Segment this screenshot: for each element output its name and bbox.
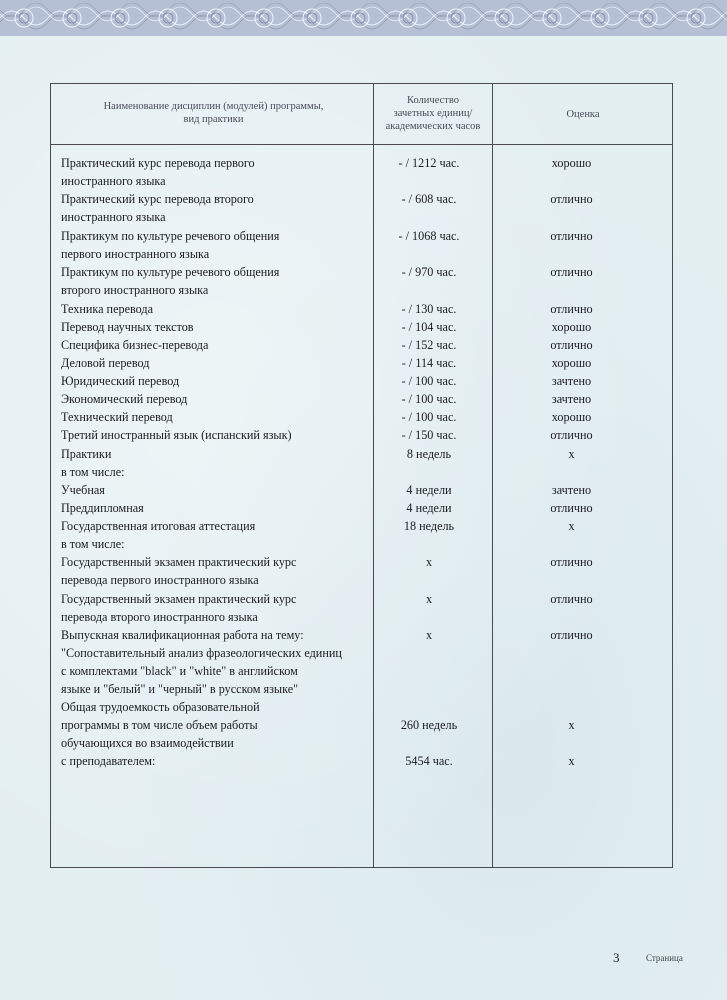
discipline-hours: 18 недель — [403, 519, 455, 533]
discipline-grade: x — [568, 519, 575, 533]
discipline-hours: - / 970 час. — [401, 265, 457, 279]
discipline-name: Специфика бизнес-перевода — [61, 338, 209, 352]
discipline-grade: отлично — [550, 592, 593, 606]
discipline-name: Практики в том числе: — [61, 447, 125, 479]
header-discipline-name: Наименование дисциплин (модулей) программы, вид практики — [103, 101, 324, 125]
guilloche-ornament-band — [0, 0, 727, 36]
discipline-name: Практикум по культуре речевого общения первого иностранного языка — [61, 229, 280, 261]
discipline-grade: хорошо — [551, 156, 592, 170]
discipline-name: обучающихся во взаимодействии — [61, 736, 234, 750]
discipline-grade: отлично — [550, 229, 593, 243]
discipline-name: Общая трудоемкость образовательной программы в том числе объем работы — [61, 700, 260, 732]
grades-table — [50, 83, 673, 868]
discipline-name: Техника перевода — [61, 302, 154, 316]
discipline-grade: хорошо — [551, 356, 592, 370]
discipline-grade: отлично — [550, 428, 593, 442]
discipline-name: Юридический перевод — [61, 374, 180, 388]
header-grade: Оценка — [566, 109, 600, 120]
discipline-hours: 5454 час. — [405, 754, 453, 768]
discipline-name: Перевод научных текстов — [61, 320, 194, 334]
header-credits-hours: Количество зачетных единиц/ академических часов — [385, 95, 481, 132]
discipline-hours: - / 1068 час. — [398, 229, 460, 243]
discipline-name: Третий иностранный язык (испанский язык) — [61, 428, 292, 442]
header-divider — [51, 144, 672, 145]
discipline-name: Технический перевод — [61, 410, 173, 424]
discipline-hours: - / 152 час. — [401, 338, 457, 352]
discipline-hours: - / 100 час. — [401, 410, 457, 424]
discipline-hours: x — [425, 555, 433, 569]
column-divider — [492, 84, 493, 867]
page-label: Страница — [646, 953, 683, 963]
discipline-grade: отлично — [550, 302, 593, 316]
discipline-grade: отлично — [550, 338, 593, 352]
discipline-hours: x — [425, 592, 433, 606]
discipline-grade: отлично — [550, 555, 593, 569]
discipline-hours: x — [425, 628, 433, 642]
discipline-hours: - / 130 час. — [401, 302, 457, 316]
discipline-hours: - / 100 час. — [401, 374, 457, 388]
discipline-hours: 8 недель — [406, 447, 452, 461]
discipline-grade: x — [568, 718, 575, 732]
discipline-grade: x — [568, 447, 575, 461]
page-number: 3 — [613, 950, 620, 965]
discipline-name: Преддипломная — [61, 501, 144, 515]
discipline-grade: отлично — [550, 192, 593, 206]
discipline-grade: x — [568, 754, 575, 768]
discipline-name: Экономический перевод — [61, 392, 188, 406]
discipline-hours: - / 104 час. — [401, 320, 457, 334]
discipline-name: Государственная итоговая аттестация в том числе: — [61, 519, 256, 551]
discipline-grade: хорошо — [551, 320, 592, 334]
discipline-hours: - / 100 час. — [401, 392, 457, 406]
discipline-name: Практический курс перевода первого иностранного языка — [61, 156, 255, 188]
discipline-name: Деловой перевод — [61, 356, 150, 370]
discipline-grade: отлично — [550, 501, 593, 515]
discipline-name: Учебная — [61, 483, 105, 497]
discipline-grade: хорошо — [551, 410, 592, 424]
discipline-name: Государственный экзамен практический курс перевода первого иностранного языка — [61, 555, 297, 587]
discipline-hours: 4 недели — [406, 483, 452, 497]
discipline-name: Практический курс перевода второго иностранного языка — [61, 192, 254, 224]
guilloche-pattern — [0, 0, 727, 36]
discipline-hours: - / 114 час. — [401, 356, 457, 370]
discipline-hours: 4 недели — [406, 501, 452, 515]
discipline-hours: - / 1212 час. — [398, 156, 460, 170]
discipline-grade: зачтено — [551, 392, 592, 406]
discipline-name: Выпускная квалификационная работа на тему: "Сопоставительный анализ фразеологических единиц с комплектами "black" и "white" в английском языке и "белый" и "черный" в русском языке" — [61, 628, 342, 696]
discipline-name: Государственный экзамен практический курс перевода второго иностранного языка — [61, 592, 297, 624]
discipline-hours: - / 608 час. — [401, 192, 457, 206]
discipline-hours: - / 150 час. — [401, 428, 457, 442]
discipline-grade: отлично — [550, 628, 593, 642]
discipline-grade: отлично — [550, 265, 593, 279]
discipline-name: с преподавателем: — [61, 754, 156, 768]
discipline-name: Практикум по культуре речевого общения второго иностранного языка — [61, 265, 280, 297]
discipline-hours: 260 недель — [400, 718, 458, 732]
discipline-grade: зачтено — [551, 483, 592, 497]
discipline-grade: зачтено — [551, 374, 592, 388]
